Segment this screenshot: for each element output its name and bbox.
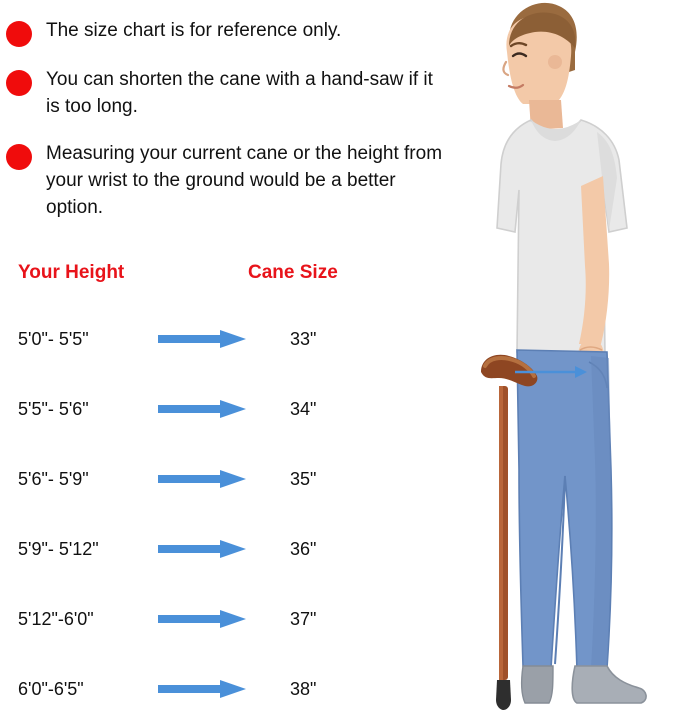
person-with-cane-illustration <box>479 0 679 718</box>
arrow-right-icon <box>158 470 268 488</box>
cell-cane-size: 36" <box>290 538 317 559</box>
cell-cane-size: 34" <box>290 398 317 419</box>
cell-cane-size: 37" <box>290 608 317 629</box>
note-text: You can shorten the cane with a hand-saw if it is too long. <box>46 69 433 117</box>
cell-height: 5'5"- 5'6" <box>18 398 89 419</box>
column-header-height: Your Height <box>18 262 125 283</box>
note-text: Measuring your current cane or the height from your wrist to the ground would be a better option. <box>46 142 443 218</box>
cell-height: 5'12"-6'0" <box>18 608 94 629</box>
arrow-right-icon <box>158 610 268 628</box>
table-row <box>18 304 488 374</box>
note-item <box>6 141 506 222</box>
note-item <box>6 67 506 121</box>
cell-height: 5'0"- 5'5" <box>18 328 89 349</box>
cell-cane-size: 35" <box>290 468 317 489</box>
arrow-right-icon <box>158 680 268 698</box>
cell-cane-size: 38" <box>290 678 317 699</box>
cell-height: 6'0"-6'5" <box>18 678 84 699</box>
cell-cane-size: 33" <box>290 328 317 349</box>
arrow-right-icon <box>158 330 268 348</box>
table-row <box>18 374 488 444</box>
table-header-row <box>18 262 488 284</box>
column-header-cane-size: Cane Size <box>248 262 338 283</box>
table-row <box>18 654 488 724</box>
table-row <box>18 514 488 584</box>
cell-height: 5'6"- 5'9" <box>18 468 89 489</box>
bullet-dot-icon <box>6 21 32 47</box>
note-text: The size chart is for reference only. <box>46 20 342 41</box>
arrow-right-icon <box>158 540 268 558</box>
table-row <box>18 444 488 514</box>
bullet-dot-icon <box>6 70 32 96</box>
size-chart-table <box>18 262 488 724</box>
notes-list <box>6 18 506 242</box>
cell-height: 5'9"- 5'12" <box>18 538 99 559</box>
bullet-dot-icon <box>6 144 32 170</box>
table-row <box>18 584 488 654</box>
arrow-right-icon <box>158 400 268 418</box>
note-item <box>6 18 506 47</box>
